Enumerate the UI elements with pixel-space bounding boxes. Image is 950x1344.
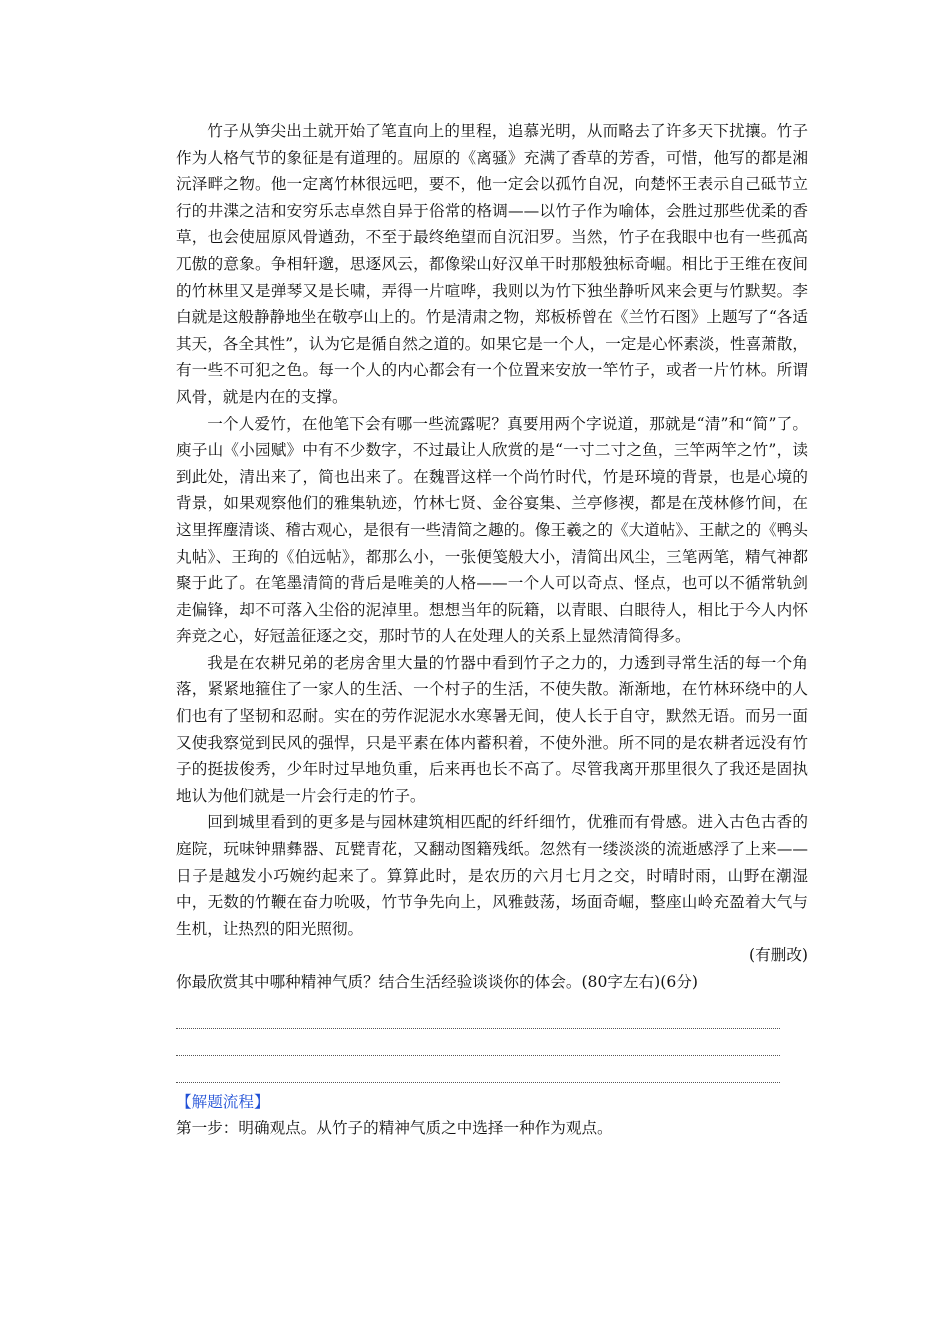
passage-paragraph-3: 我是在农耕兄弟的老房舍里大量的竹器中看到竹子之力的，力透到寻常生活的每一个角落，紧紧地箍住了一家人的生活、一个村子的生活，不使失散。渐渐地，在竹林环绕中的人们也有了坚韧和忍耐。实在的劳作泥泥水水寒暑无间，使人长于自守，默然无语。而另一面又使我察觉到民风的强悍，只是平素在体内蓄积着，不使外泄。所不同的是农耕者远没有竹子的挺拔俊秀，少年时过早地负重，后来再也长不高了。尽管我离开那里很久了我还是固执地认为他们就是一片会行走的竹子。 [176,653,808,805]
question-text: 你最欣赏其中哪种精神气质？结合生活经验谈谈你的体会。(80字左右)(6分) [176,973,698,991]
passage-paragraph-1: 竹子从笋尖出土就开始了笔直向上的里程，追慕光明，从而略去了许多天下扰攘。竹子作为人格气节的象征是有道理的。屈原的《离骚》充满了香草的芳香，可惜，他写的都是湘沅泽畔之物。他一定离竹林很远吧，要不，他一定会以孤竹自况，向楚怀王表示自己砥节立行的井渫之洁和安穷乐志卓然自异于俗常的格调——以竹子作为喻体，会胜过那些优柔的香草，也会使屈原风骨遒劲，不至于最终绝望而自沉汨罗。当然，竹子在我眼中也有一些孤高兀傲的意象。争相轩邈，思逐风云，都像梁山好汉单干时那般独标奇崛。相比于王维在夜间的竹林里又是弹琴又是长啸，弄得一片喧哗，我则以为竹下独坐静听风来会更与竹默契。李白就是这般静静地坐在敬亭山上的。竹是清肃之物，郑板桥曾在《兰竹石图》上题写了“各适其天，各全其性”，认为它是循自然之道的。如果它是一个人，一定是心怀素淡，性喜萧散，有一些不可犯之色。每一个人的内心都会有一个位置来安放一竿竹子，或者一片竹林。所谓风骨，就是内在的支撑。 [176,122,808,406]
answer-line[interactable] [176,1002,780,1029]
solution-heading: 【解题流程】 [176,1092,270,1111]
answer-line[interactable] [176,1029,780,1056]
answer-line[interactable] [176,1056,780,1083]
answer-lines[interactable] [176,1002,808,1083]
passage-paragraph-4: 回到城里看到的更多是与园林建筑相匹配的纤纤细竹，优雅而有骨感。进入古色古香的庭院，玩味钟鼎彝器、瓦甓青花，又翻动图籍残纸。忽然有一缕淡淡的流逝感浮了上来——日子是越发小巧婉约起来了。算算此时，是农历的六月七月之交，时晴时雨，山野在潮湿中，无数的竹鞭在奋力吮吸，竹节争先向上，风雅鼓荡，场面奇崛，整座山岭充盈着大气与生机，让热烈的阳光照彻。 [176,813,808,938]
solution-step-1: 第一步：明确观点。从竹子的精神气质之中选择一种作为观点。 [176,1119,613,1138]
passage-paragraph-2: 一个人爱竹，在他笔下会有哪一些流露呢？真要用两个字说道，那就是“清”和“简”了。庾子山《小园赋》中有不少数字，不过最让人欣赏的是“一寸二寸之鱼，三竿两竿之竹”，读到此处，清出来了，简也出来了。在魏晋这样一个尚竹时代，竹是环境的背景，也是心境的背景，如果观察他们的雅集轨迹，竹林七贤、金谷宴集、兰亭修禊，都是在茂林修竹间，在这里挥麈清谈、稽古观心，是很有一些清简之趣的。像王羲之的《大道帖》、王献之的《鸭头丸帖》、王珣的《伯远帖》，都那么小，一张便笺般大小，清简出风尘，三笔两笔，精气神都聚于此了。在笔墨清简的背后是唯美的人格——一个人可以奇点、怪点，也可以不循常轨剑走偏锋，却不可落入尘俗的泥淖里。想想当年的阮籍，以青眼、白眼待人，相比于今人内怀奔竞之心，好冠盖征逐之交，那时节的人在处理人的关系上显然清简得多。 [176,414,808,646]
source-note: (有删改) [749,946,808,965]
document-page [176,118,808,1142]
